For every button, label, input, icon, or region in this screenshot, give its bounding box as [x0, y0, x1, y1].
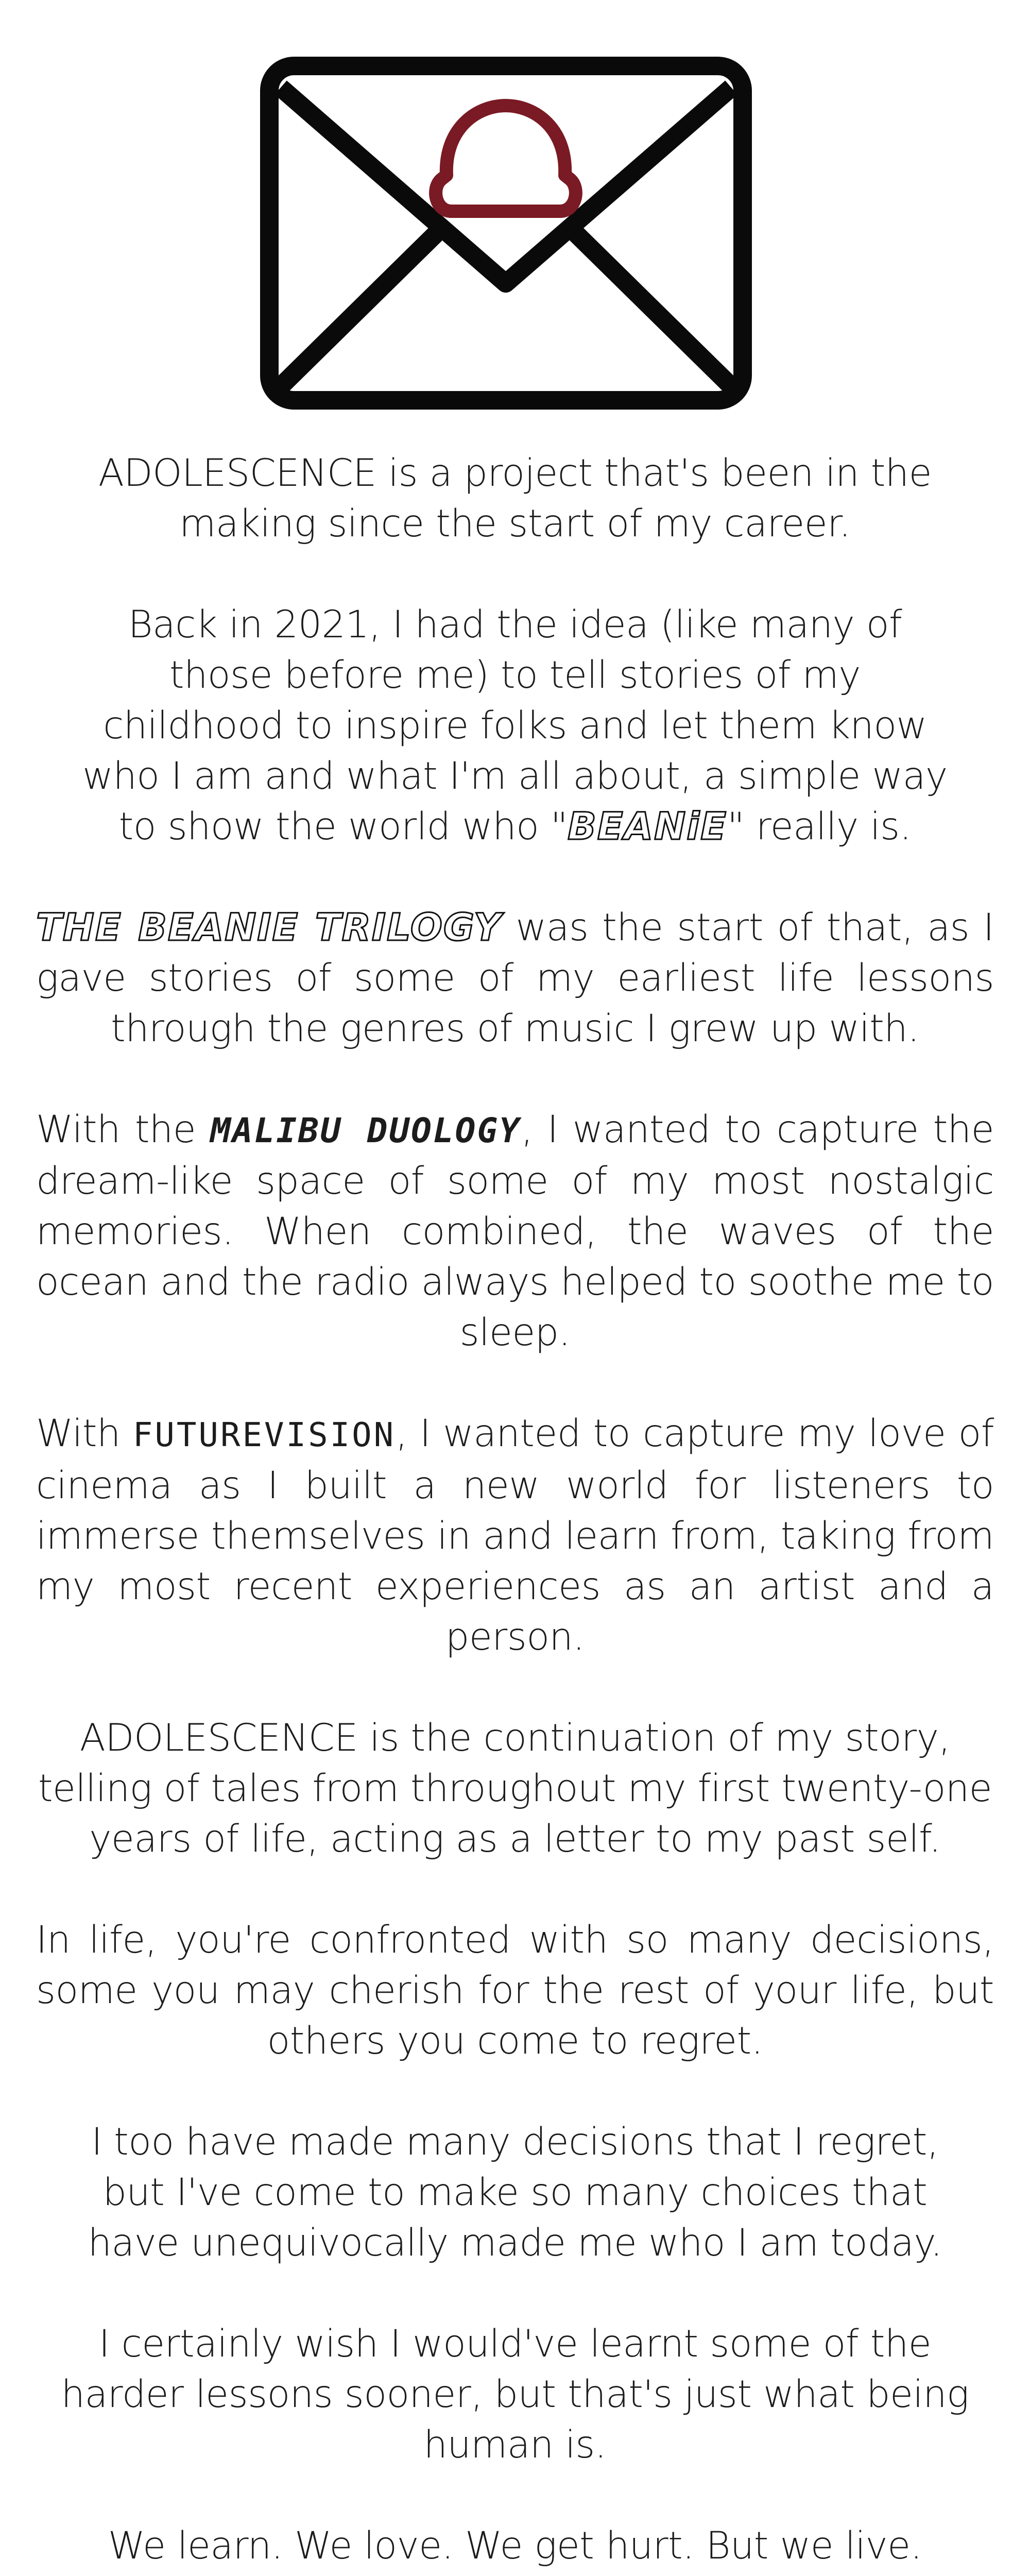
- text-segment: Back in 2021, I had the idea (like many of those before me) to tell stories of my childhood to inspire folks and let them know who I am and what I'm all about, a simple way to show the world who ": [82, 603, 948, 849]
- text-segment: , I wanted to capture my love of cinema as I built a new world for listeners to immerse themselves in and learn from, taking from my most recent experiences as an artist and a person.: [36, 1412, 994, 1659]
- text-segment: With the: [36, 1108, 211, 1151]
- paragraph-futurevision: [36, 1409, 994, 1663]
- styled-futurevision-title: FUTUREVISION: [132, 1416, 396, 1454]
- paragraph-duology: [36, 1105, 994, 1358]
- letter-body: [36, 448, 994, 2576]
- styled-beanie-name: BEANiE: [568, 805, 728, 849]
- paragraph-we-learn: We learn. We love. We get hurt. But we live.: [108, 2524, 922, 2568]
- paragraph-intro: ADOLESCENCE is a project that's been in the making since the start of my career.: [98, 451, 932, 546]
- text-segment: " really is.: [727, 805, 912, 849]
- paragraph-continuation: ADOLESCENCE is the continuation of my story, telling of tales from throughout my first twenty-one years of life, acting as a letter to my past self.: [38, 1716, 992, 1861]
- paragraph-regret: I too have made many decisions that I regret, but I've come to make so many choices that have unequivocally made me who I am today.: [88, 2120, 942, 2265]
- text-segment: was the start of that, as I gave stories of some of my earliest life lessons through the genres of music I grew up with.: [36, 906, 994, 1050]
- envelope-beanie-icon: [260, 57, 752, 410]
- text-segment: With: [36, 1412, 133, 1455]
- paragraph-lessons: I certainly wish I would've learnt some of the harder lessons sooner, but that's just what being human is.: [61, 2322, 969, 2467]
- paragraph-origin: [36, 600, 994, 852]
- paragraph-trilogy: [36, 903, 994, 1054]
- text-segment: , I wanted to capture the dream-like space of some of my most nostalgic memories. When combined, the waves of the ocean and the radio always helped to soothe me to sleep.: [36, 1108, 994, 1354]
- paragraph-decisions: In life, you're confronted with so many decisions, some you may cherish for the rest of your life, but others you come to regret.: [36, 1918, 994, 2063]
- styled-trilogy-title: THE BEANIE TRILOGY: [36, 906, 502, 950]
- styled-duology-title: MALIBU DUOLOGY: [210, 1111, 521, 1150]
